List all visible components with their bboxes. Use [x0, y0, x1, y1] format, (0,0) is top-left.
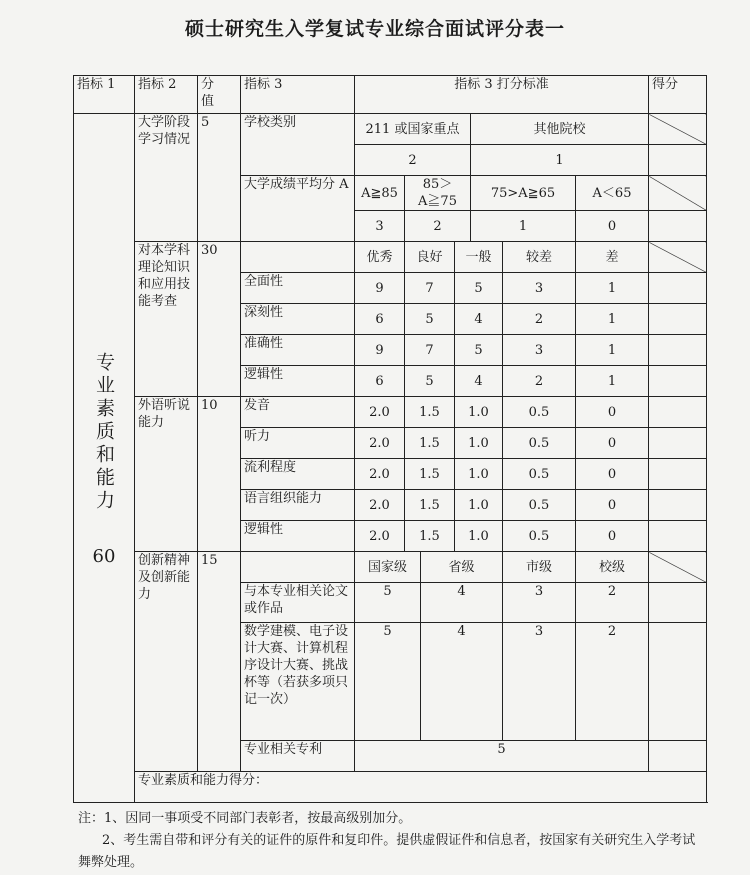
score-cell: [649, 114, 707, 145]
gpa-opt-1: A≧85: [355, 176, 405, 211]
note-1: 注：1、因同一事项受不同部门表彰者，按最高级别加分。: [78, 811, 412, 826]
header-ind3: 指标 3: [241, 76, 355, 114]
value-cell: 0: [576, 397, 649, 428]
sec2-blank: [241, 242, 355, 273]
value-cell: 0: [576, 490, 649, 521]
value-cell: 0: [576, 521, 649, 552]
value-cell: 5: [455, 335, 503, 366]
sec2-row-label: 全面性: [241, 273, 355, 304]
score-cell: [649, 145, 707, 176]
header-weight: 分 值: [198, 76, 241, 114]
gpa-score-2: 2: [405, 211, 471, 242]
value-cell: 5: [405, 304, 455, 335]
value-cell: 0: [576, 428, 649, 459]
sec3-row-label: 流利程度: [241, 459, 355, 490]
value-cell: 1.5: [405, 490, 455, 521]
value-cell: 4: [421, 583, 503, 623]
header-ind2: 指标 2: [135, 76, 198, 114]
score-cell: [649, 521, 707, 552]
award-level-4: 校级: [576, 552, 649, 583]
sec2-row-label: 准确性: [241, 335, 355, 366]
value-cell: 2: [503, 304, 576, 335]
award-level-2: 省级: [421, 552, 503, 583]
level-1: 优秀: [355, 242, 405, 273]
value-cell: 1: [576, 335, 649, 366]
value-cell: 2.0: [355, 521, 405, 552]
sec3-row-label: 听力: [241, 428, 355, 459]
sec2-name: 对本学科理论知识和应用技能考查: [135, 242, 198, 397]
score-cell: [649, 273, 707, 304]
score-cell: [649, 623, 707, 741]
value-cell: 1.5: [405, 397, 455, 428]
gpa-score-4: 0: [576, 211, 649, 242]
value-cell: 0.5: [503, 521, 576, 552]
page-title: 硕士研究生入学复试专业综合面试评分表一: [184, 18, 565, 40]
scoring-table: [73, 75, 707, 803]
score-cell: [649, 176, 707, 211]
value-cell: 1.0: [455, 490, 503, 521]
value-cell: 7: [405, 273, 455, 304]
header-ind1: 指标 1: [74, 76, 135, 114]
value-cell: 1.0: [455, 521, 503, 552]
value-cell: 1.0: [455, 428, 503, 459]
score-cell: [649, 304, 707, 335]
sec3-row-label: 语言组织能力: [241, 490, 355, 521]
value-cell: 5: [355, 583, 421, 623]
score-cell: [649, 335, 707, 366]
level-2: 良好: [405, 242, 455, 273]
value-cell: 2: [576, 583, 649, 623]
value-cell: 4: [455, 304, 503, 335]
level-3: 一般: [455, 242, 503, 273]
value-cell: 2.0: [355, 397, 405, 428]
value-cell: 1.0: [455, 459, 503, 490]
note-2: 2、考生需自带和评分有关的证件的原件和复印件。提供虚假证件和信息者，按国家有关研究生入学考试舞弊处理。: [78, 833, 696, 870]
patent-label: 专业相关专利: [241, 741, 355, 772]
value-cell: 4: [455, 366, 503, 397]
sec3-row-label: 发音: [241, 397, 355, 428]
sec3-row-label: 逻辑性: [241, 521, 355, 552]
gpa-opt-2: 85＞A≧75: [405, 176, 471, 211]
value-cell: 0.5: [503, 397, 576, 428]
value-cell: 6: [355, 304, 405, 335]
sec4-row-label: 数学建模、电子设计大赛、计算机程序设计大赛、挑战杯等（若获多项只记一次）: [241, 623, 355, 741]
value-cell: 3: [503, 335, 576, 366]
value-cell: 0.5: [503, 459, 576, 490]
value-cell: 5: [405, 366, 455, 397]
value-cell: 1: [576, 273, 649, 304]
value-cell: 5: [455, 273, 503, 304]
award-level-3: 市级: [503, 552, 576, 583]
value-cell: 1.5: [405, 428, 455, 459]
value-cell: 0.5: [503, 428, 576, 459]
score-cell: [649, 583, 707, 623]
value-cell: 1.0: [455, 397, 503, 428]
score-cell: [649, 490, 707, 521]
header-criteria: 指标 3 打分标准: [355, 76, 649, 114]
gpa-score-3: 1: [471, 211, 576, 242]
sec1-name: 大学阶段学习情况: [135, 114, 198, 242]
value-cell: 5: [355, 623, 421, 741]
score-cell: [649, 459, 707, 490]
sec1-weight: 5: [198, 114, 241, 242]
value-cell: 1.5: [405, 459, 455, 490]
value-cell: 1: [576, 304, 649, 335]
value-cell: 9: [355, 335, 405, 366]
score-cell: [649, 211, 707, 242]
value-cell: 3: [503, 623, 576, 741]
notes: [78, 808, 698, 874]
school-opt-2: 其他院校: [471, 114, 649, 145]
total-score-label: 专业素质和能力得分：: [135, 772, 707, 803]
value-cell: 2.0: [355, 459, 405, 490]
category-total: 60: [92, 545, 116, 567]
level-5: 差: [576, 242, 649, 273]
value-cell: 1.5: [405, 521, 455, 552]
sec1-gpa-label: 大学成绩平均分 A: [241, 176, 355, 242]
sec3-weight: 10: [198, 397, 241, 552]
level-4: 较差: [503, 242, 576, 273]
sec4-weight: 15: [198, 552, 241, 772]
award-level-1: 国家级: [355, 552, 421, 583]
sec4-blank: [241, 552, 355, 583]
value-cell: 2: [576, 623, 649, 741]
value-cell: 2.0: [355, 490, 405, 521]
value-cell: 0.5: [503, 490, 576, 521]
score-cell: [649, 552, 707, 583]
value-cell: 1: [576, 366, 649, 397]
gpa-score-1: 3: [355, 211, 405, 242]
sec1-school-label: 学校类别: [241, 114, 355, 176]
category-cell: [74, 114, 135, 803]
sec3-name: 外语听说能力: [135, 397, 198, 552]
score-cell: [649, 428, 707, 459]
gpa-opt-3: 75>A≧65: [471, 176, 576, 211]
school-opt-1: 211 或国家重点: [355, 114, 471, 145]
value-cell: 4: [421, 623, 503, 741]
school-score-1: 2: [355, 145, 471, 176]
sec4-name: 创新精神及创新能力: [135, 552, 198, 772]
sec2-row-label: 逻辑性: [241, 366, 355, 397]
score-cell: [649, 741, 707, 772]
value-cell: 2.0: [355, 428, 405, 459]
gpa-opt-4: A＜65: [576, 176, 649, 211]
value-cell: 2: [503, 366, 576, 397]
school-score-2: 1: [471, 145, 649, 176]
value-cell: 3: [503, 273, 576, 304]
value-cell: 3: [503, 583, 576, 623]
sec2-weight: 30: [198, 242, 241, 397]
score-cell: [649, 366, 707, 397]
value-cell: 7: [405, 335, 455, 366]
sec4-row-label: 与本专业相关论文或作品: [241, 583, 355, 623]
category-name: 专业素质和能力: [93, 351, 115, 513]
value-cell: 0: [576, 459, 649, 490]
header-score: 得分: [649, 76, 707, 114]
sec2-row-label: 深刻性: [241, 304, 355, 335]
value-cell: 9: [355, 273, 405, 304]
patent-value: 5: [355, 741, 649, 772]
value-cell: 6: [355, 366, 405, 397]
score-cell: [649, 242, 707, 273]
score-cell: [649, 397, 707, 428]
